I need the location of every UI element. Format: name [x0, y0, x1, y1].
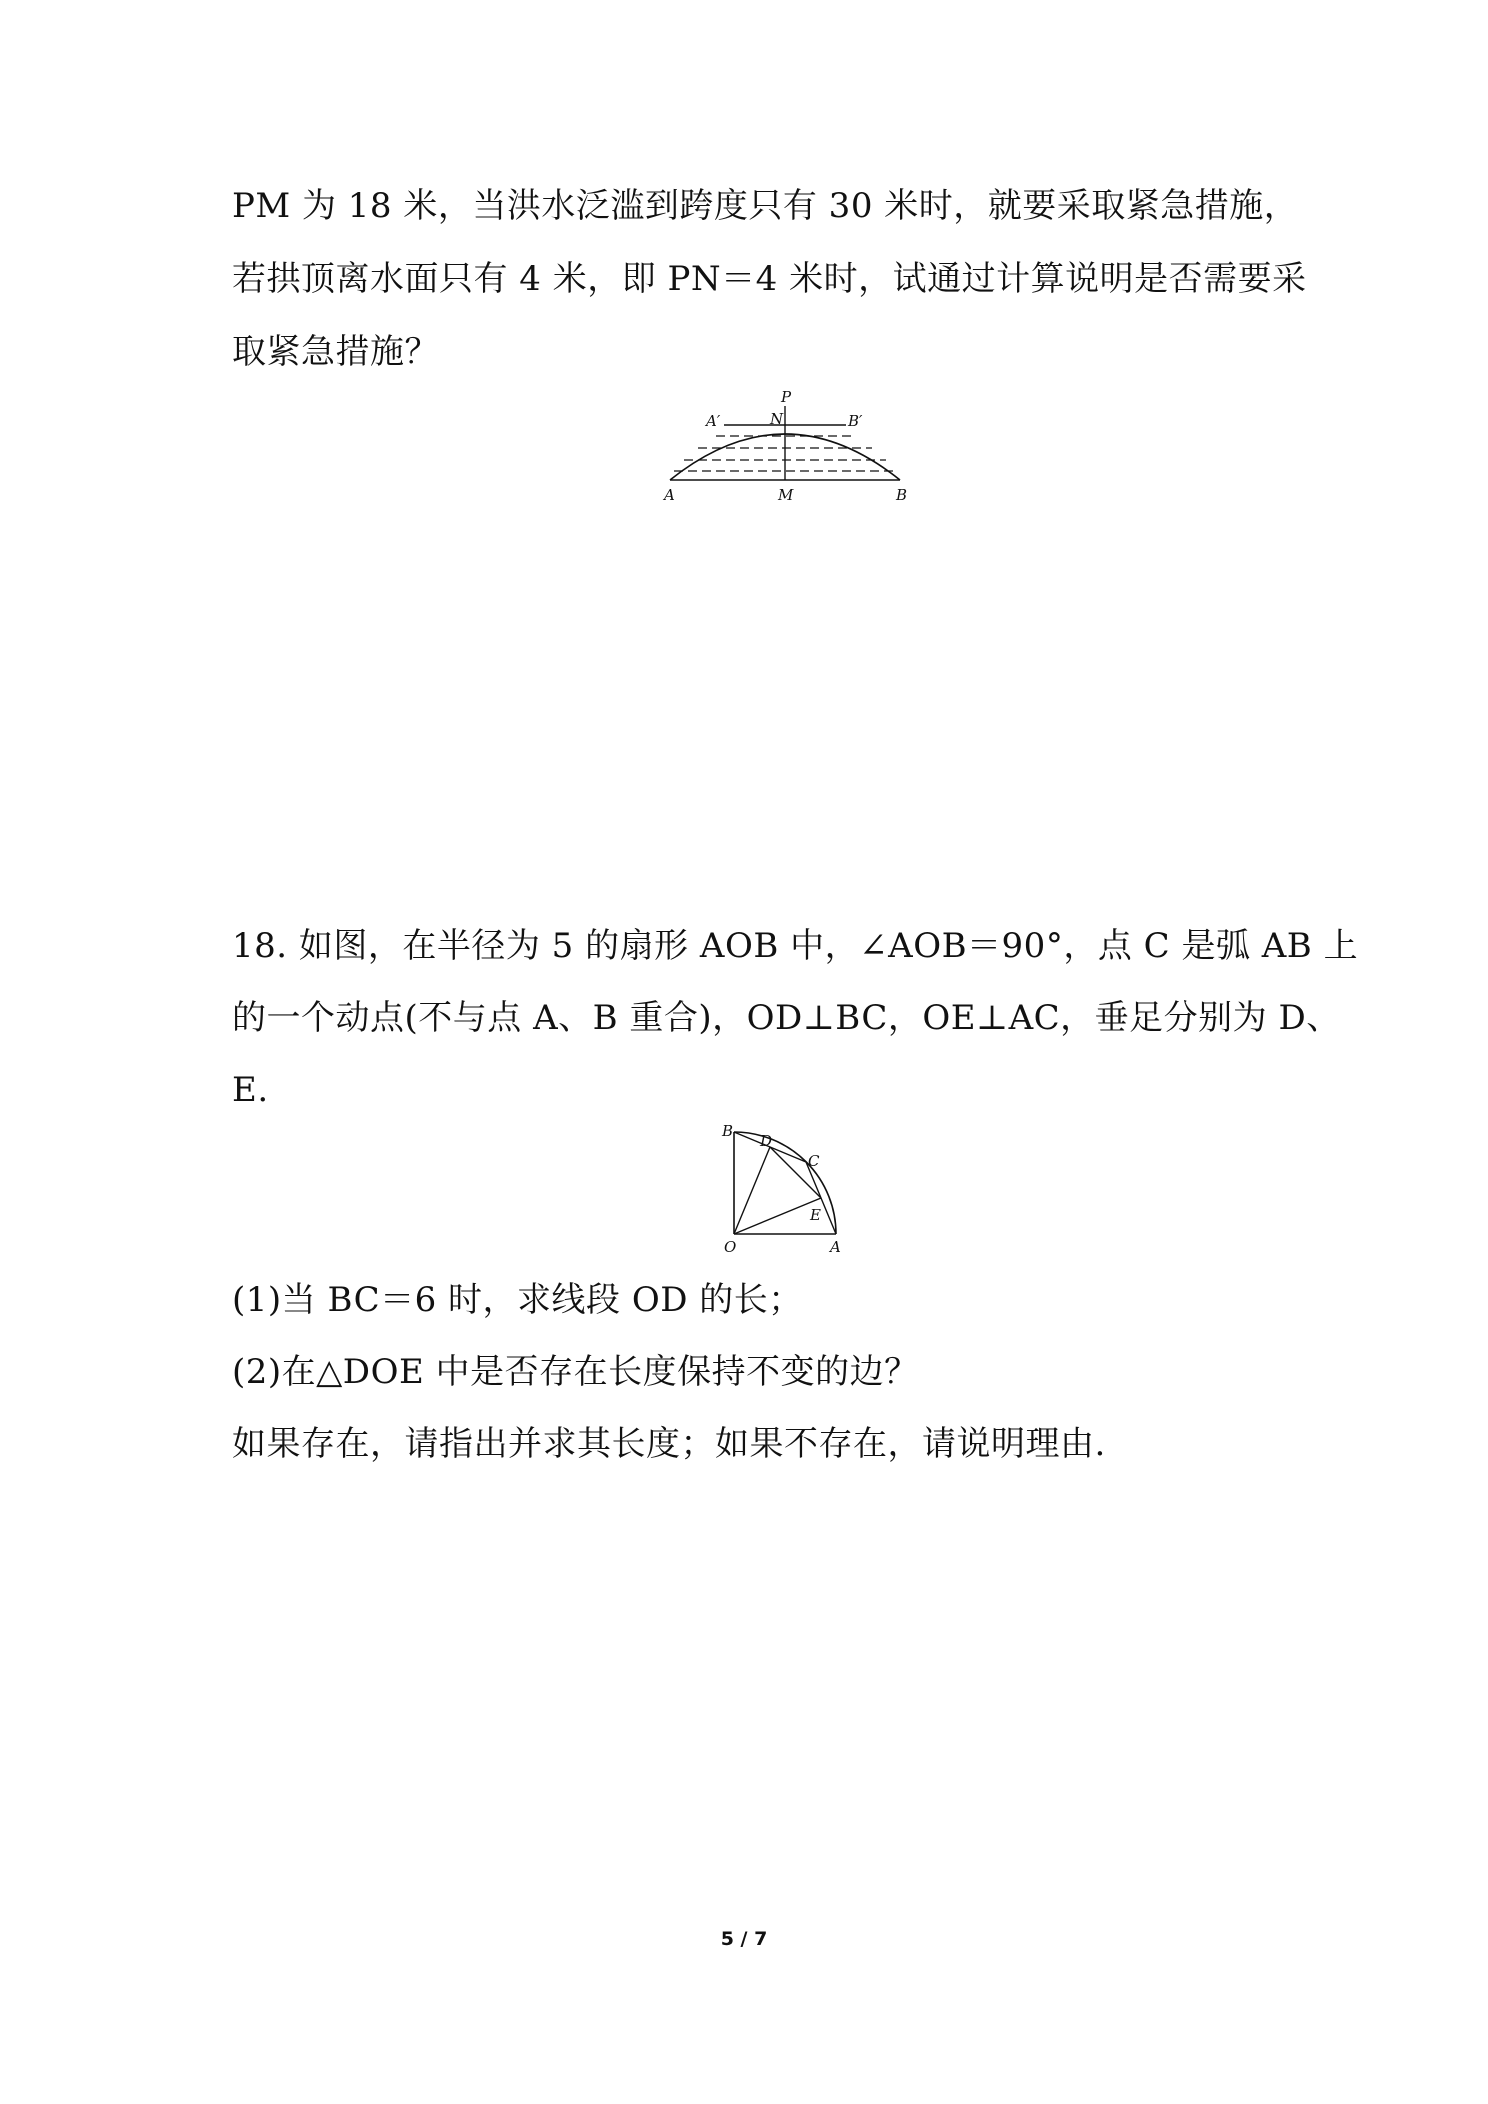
- problem18-line-3: E.: [232, 1070, 269, 1110]
- problem18-line-1: 18. 如图，在半径为 5 的扇形 AOB 中，∠AOB＝90°，点 C 是弧 AB 上: [232, 926, 1359, 966]
- label-O: O: [724, 1238, 737, 1256]
- problem18-question-2: (2)在△DOE 中是否存在长度保持不变的边？: [232, 1352, 919, 1392]
- label-P: P: [781, 388, 792, 406]
- label-B-prime: B′: [848, 412, 863, 430]
- label-C: C: [808, 1152, 820, 1170]
- label-B: B: [722, 1122, 734, 1140]
- arch-bridge-figure: [640, 388, 930, 510]
- label-E: E: [810, 1206, 821, 1224]
- label-A: A: [830, 1238, 841, 1256]
- problem18-question-1: (1)当 BC＝6 时，求线段 OD 的长；: [232, 1280, 803, 1320]
- label-B: B: [896, 486, 908, 504]
- label-N: N: [770, 410, 784, 428]
- problem17-line-1: PM 为 18 米，当洪水泛滥到跨度只有 30 米时，就要采取紧急措施，: [232, 186, 1299, 226]
- page-number: 5 / 7: [720, 1928, 768, 1950]
- problem17-line-2: 若拱顶离水面只有 4 米，即 PN＝4 米时，试通过计算说明是否需要采: [232, 259, 1307, 299]
- label-D: D: [760, 1132, 773, 1150]
- problem18-line-2: 的一个动点(不与点 A、B 重合)，OD⊥BC，OE⊥AC，垂足分别为 D、: [232, 998, 1341, 1038]
- problem17-line-3: 取紧急措施？: [232, 332, 439, 372]
- sector-figure: [712, 1120, 852, 1260]
- label-A-prime: A′: [706, 412, 721, 430]
- problem18-question-3: 如果存在，请指出并求其长度；如果不存在，请说明理由.: [232, 1424, 1106, 1464]
- label-A: A: [664, 486, 675, 504]
- label-M: M: [778, 486, 794, 504]
